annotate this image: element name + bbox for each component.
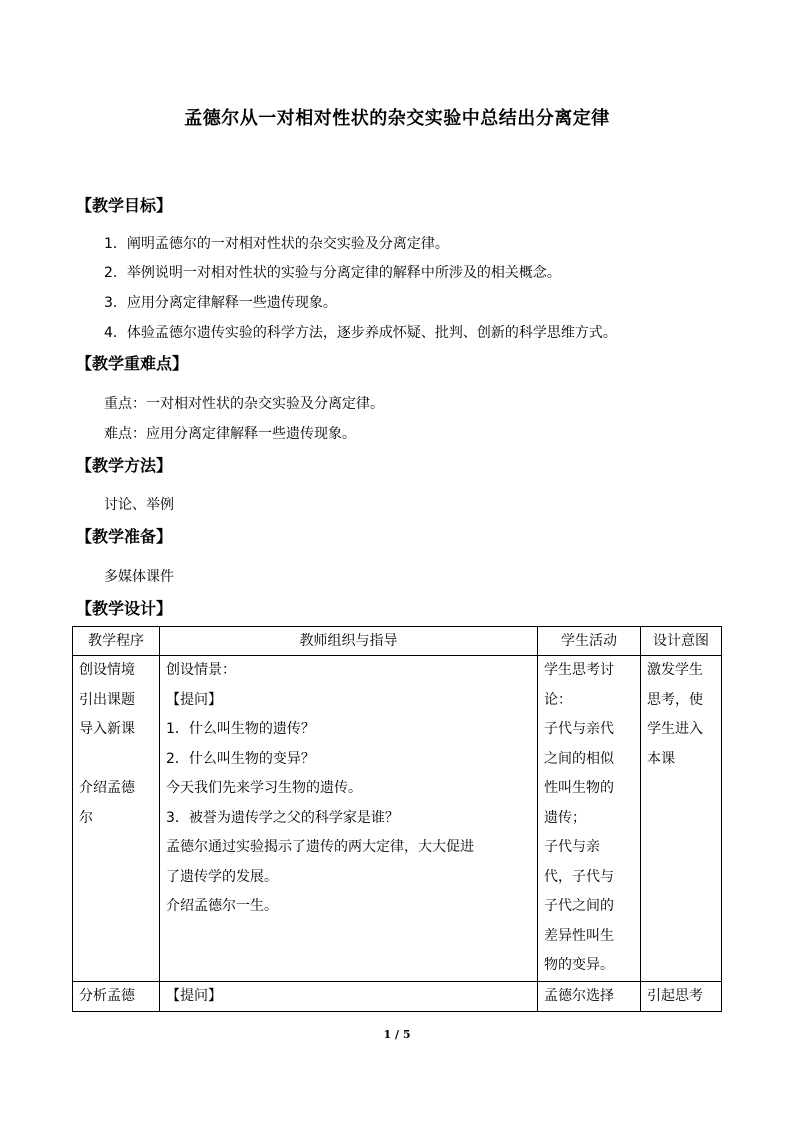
cell-line: 本课 — [647, 750, 675, 767]
cell-line: 孟德尔选择 — [544, 987, 614, 1004]
cell-spacer — [79, 745, 153, 775]
cell-line: 引起思考 — [647, 987, 703, 1004]
cell-line: 物的变异。 — [544, 957, 614, 973]
cell-line: 子代与亲代 — [544, 721, 614, 737]
cell-line: 了遗传学的发展。 — [166, 868, 278, 885]
cell-line: 分析孟德 — [79, 987, 135, 1004]
cell-line: 子代与亲 — [544, 839, 600, 855]
header-teacher-guidance: 教师组织与指导 — [160, 627, 538, 656]
intent-cell — [641, 981, 722, 1012]
cell-line: 今天我们先来学习生物的遗传。 — [166, 780, 362, 796]
difficulties-heading: 【教学重难点】 — [76, 354, 189, 373]
cell-line: 论： — [544, 691, 572, 708]
cell-line: 导入新课 — [79, 721, 135, 737]
objective-item: 3．应用分离定律解释一些遗传现象。 — [104, 295, 337, 311]
design-heading: 【教学设计】 — [76, 599, 173, 618]
teacher-cell — [160, 656, 538, 982]
cell-line: 遗传； — [544, 809, 586, 826]
cell-line: 性叫生物的 — [544, 780, 614, 796]
teacher-cell — [160, 981, 538, 1012]
lesson-design-table — [72, 626, 722, 1012]
cell-line: 介绍孟德尔一生。 — [166, 898, 278, 914]
preparation-heading: 【教学准备】 — [76, 527, 173, 546]
key-point: 重点：一对相对性状的杂交实验及分离定律。 — [104, 396, 384, 412]
cell-line: 之间的相似 — [544, 750, 614, 767]
header-procedure: 教学程序 — [73, 627, 160, 656]
cell-line: 介绍孟德 — [79, 780, 135, 796]
student-cell — [538, 981, 641, 1012]
table-row — [73, 656, 722, 982]
table-header-row — [73, 627, 722, 656]
cell-line: 创设情境 — [79, 662, 135, 678]
objectives-heading: 【教学目标】 — [76, 196, 173, 215]
cell-line: 子代之间的 — [544, 898, 614, 914]
difficult-point: 难点：应用分离定律解释一些遗传现象。 — [104, 426, 356, 442]
cell-line: 孟德尔通过实验揭示了遗传的两大定律，大大促进 — [166, 839, 474, 855]
student-cell — [538, 656, 641, 982]
cell-line: 学生进入 — [647, 721, 703, 737]
intent-cell — [641, 656, 722, 982]
preparation-text: 多媒体课件 — [104, 569, 174, 585]
cell-line: 差异性叫生 — [544, 927, 614, 944]
cell-line: 激发学生 — [647, 662, 703, 678]
cell-line: 创设情景： — [166, 662, 236, 678]
cell-line: 【提问】 — [166, 987, 222, 1004]
objective-item: 2．举例说明一对相对性状的实验与分离定律的解释中所涉及的相关概念。 — [104, 265, 561, 281]
cell-line: 1．什么叫生物的遗传？ — [166, 721, 315, 737]
cell-line: 2．什么叫生物的变异？ — [166, 750, 315, 767]
methods-heading: 【教学方法】 — [76, 456, 173, 475]
table-row — [73, 981, 722, 1012]
methods-text: 讨论、举例 — [104, 497, 174, 513]
procedure-cell — [73, 656, 160, 982]
header-design-intent: 设计意图 — [641, 627, 722, 656]
cell-line: 引出课题 — [79, 691, 135, 708]
cell-line: 代，子代与 — [544, 868, 614, 885]
cell-line: 学生思考讨 — [544, 662, 614, 678]
cell-line: 3．被誉为遗传学之父的科学家是谁？ — [166, 809, 399, 826]
procedure-cell — [73, 981, 160, 1012]
page-number: 1 / 5 — [383, 1028, 411, 1041]
objective-item: 4．体验孟德尔遗传实验的科学方法，逐步养成怀疑、批判、创新的科学思维方式。 — [104, 325, 617, 341]
objective-item: 1．阐明孟德尔的一对相对性状的杂交实验及分离定律。 — [104, 236, 449, 252]
document-title: 孟德尔从一对相对性状的杂交实验中总结出分离定律 — [184, 108, 610, 129]
cell-line: 【提问】 — [166, 691, 222, 708]
cell-line: 尔 — [79, 809, 93, 826]
header-student-activity: 学生活动 — [538, 627, 641, 656]
cell-line: 思考，使 — [647, 691, 703, 708]
